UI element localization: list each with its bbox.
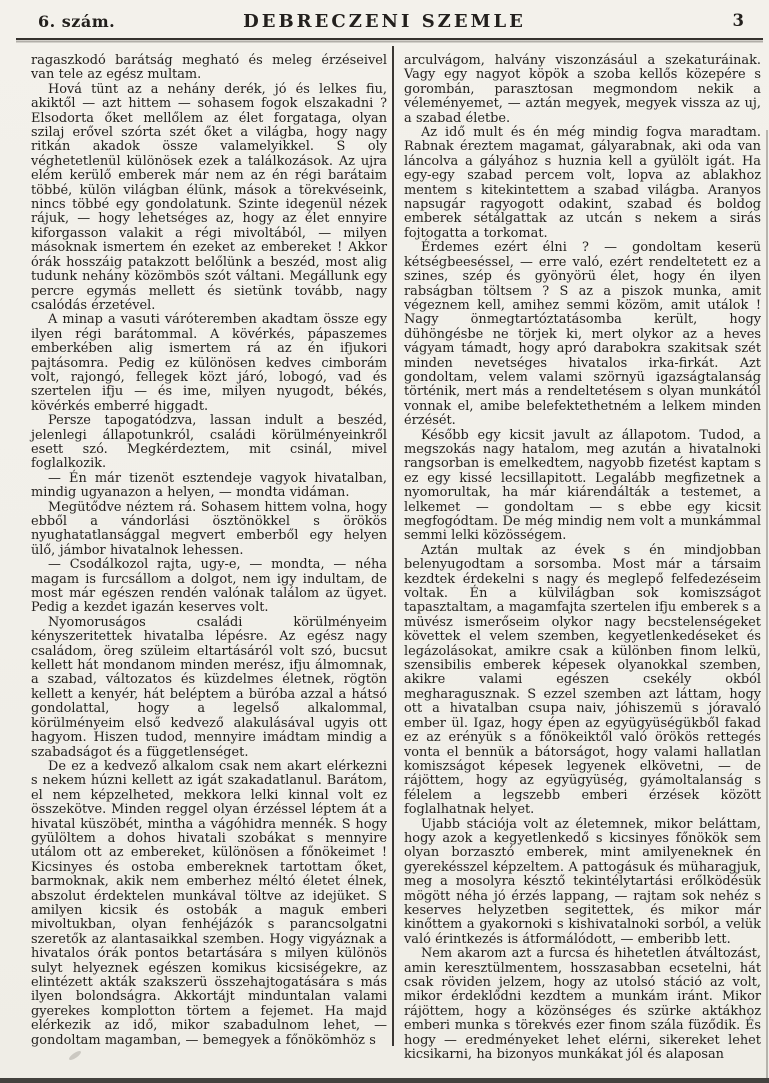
paragraph: Hová tünt az a nehány derék, jó és lelkes fiu, akiktől — azt hittem — sohasem fogok elszakadni ? Elsodorta őket mellőlem az élet forgataga, olyan szilaj erővel szórta szét őket a világba, hogy nagy ritkán akadok össze valamelyikkel. S oly véghetetlenül különösek ezek a találkozások. Az ujra elém kerülő emberek már nem az én régi barátaim többé, külön világban élünk, mások a törekvéseink, nincs többé egy gondolatunk. Szinte idegenül nézek rájuk, — hogy lehetséges az, hogy az élet ennyire kiforgasson valakit a régi mivoltából, — milyen másoknak ismertem én ezeket az embereket ! Akkor órák hosszáig patakzott belőlünk a beszéd, most alig tudunk nehány közömbös szót váltani. Megállunk egy percre egymás mellett és sietünk tovább, nagy csalódás érzetével.: [31, 81, 387, 313]
paragraph: A minap a vasuti váróteremben akadtam össze egy ilyen régi barátommal. A kövérkés, pápaszemes emberkében alig ismertem rá az én ifjukori pajtásomra. Pedig ez különösen kedves cimborám volt, rajongó, fellegek közt járó, lobogó, vad és szertelen ifju — és ime, milyen nyugodt, békés, kövérkés emberré higgadt.: [31, 312, 387, 414]
paragraph: — Én már tizenöt esztendeje vagyok hivatalban, mindig ugyanazon a helyen, — mondta vidáman.: [31, 470, 387, 501]
text-column-right: [404, 54, 761, 1062]
paragraph: Megütődve néztem rá. Sohasem hittem volna, hogy ebből a vándorlási ösztönökkel s örökös nyughatatlansággal megvert emberből egy helyen ülő, jámbor hivatalnok lehessen.: [31, 499, 387, 558]
column-divider-rule: [392, 46, 394, 1046]
paragraph: Persze tapogatódzva, lassan indult a beszéd, jelenlegi állapotunkról, családi körülményeinkről esett szó. Megkérdeztem, mit csinál, mivel foglalkozik.: [31, 413, 387, 472]
paragraph: Érdemes ezért élni ? — gondoltam keserü kétségbeeséssel, — erre való, ezért rendeltetett ez a szines, szép és gyönyörü élet, hogy én ilyen rabságban töltsem ? S az a piszok munka, amit végeznem kell, amihez semmi közöm, amit utálok ! Nagy önmegtartóztatásomba került, hogy dühöngésbe ne törjek ki, mert olykor az a heves vágyam támadt, hogy apró darabokra szakitsak szét minden nevetséges hivatalos irka-firkát. Azt gondoltam, velem valami szörnyü igazságtalanság történik, mert más a rendeltetésem s olyan munkától vonnak el, amibe belefektethetném a lelkem minden érzését.: [404, 240, 761, 429]
paragraph: Ujabb stációja volt az életemnek, mikor beláttam, hogy azok a kegyetlenkedő s kicsinyes főnökök sem olyan borzasztó emberek, mint amilyeneknek én gyerekésszel képzeltem. A pattogásuk és müharagjuk, meg a mosolyra késztő tekintélytartási erőlködésük mögött néha jó érzés lappang, — rajtam sok nehéz s keserves helyzetben segitettek, és mikor már kinőttem a gyakornoki s kishivatalnoki sorból, a velük való érintkezés is átformálódott, — emberibb lett.: [404, 816, 761, 947]
header-rule: [16, 38, 763, 40]
paragraph: Később egy kicsit javult az állapotom. Tudod, a megszokás nagy hatalom, meg azután a hivatalnoki rangsorban is emelkedtem, nagyobb fizetést kaptam s ez egy kissé lecsillapitott. Legalább megfizetnek a nyomorultak, ha már kiárendálták a testemet, a lelkemet — gondoltam — s ebbe egy kicsit megfogódtam. De még mindig nem volt a munkámmal semmi lelki közösségem.: [404, 427, 761, 544]
scan-edge-right: [766, 130, 768, 1078]
paragraph: Az idő mult és én még mindig fogva maradtam. Rabnak éreztem magamat, gályarabnak, aki oda van láncolva a gályához s huznia kell a gyülölt igát. Ha egy-egy szabad percem volt, lopva az ablakhoz mentem s kitekintettem a szabad világba. Aranyos napsugár ragyogott odakint, szabad és boldog emberek sétálgattak az utcán s nekem a sirás fojtogatta a torkomat.: [404, 125, 761, 241]
paragraph: Aztán multak az évek s én mindjobban belenyugodtam a sorsomba. Most már a társaim kezdtek érdekelni s nagy és meglepő felfedezéseim voltak. Én a külvilágban sok komiszságot tapasztaltam, a magamfajta szertelen ifju emberek s a müvész ismerőseim olykor nagy becstelenségeket követtek el velem szemben, kegyetlenkedéseket és legázolásokat, amikre csak a különben finom lelkü, szensibilis emberek képesek olyanokkal szemben, akikre valami egészen csekély okból megharagusznak. S ezzel szemben azt láttam, hogy ott a hivatalban csupa naiv, jóhiszemü s jóravaló ember ül. Igaz, hogy épen az együgyüségükből fakad ez az erényük s a főnökeiktől való örökös rettegés vonta el bennük a bátorságot, hogy valami hallatlan komiszságot képesek legyenek elkövetni, — de rájöttem, hogy az együgyüség, gyámoltalanság s félelem a legszebb emberi érzések között foglalhatnak helyet.: [404, 542, 761, 818]
paragraph: — Csodálkozol rajta, ugy-e, — mondta, — néha magam is furcsállom a dolgot, nem igy indultam, de most már egészen rendén valónak találom az ügyet. Pedig a kezdet igazán keserves volt.: [31, 557, 387, 616]
paragraph: Nem akarom azt a furcsa és hihetetlen átváltozást, amin keresztülmentem, hosszasabban ecsetelni, hát csak röviden jelzem, hogy az utolsó stáció az volt, mikor érdeklődni kezdtem a munkám iránt. Mikor rájöttem, hogy a közönséges és szürke aktákhoz emberi munka s törekvés ezer finom szála füződik. És hogy — eredményeket lehet elérni, sikereket lehet kicsikarni, ha bizonyos munkákat jól és alaposan: [404, 946, 761, 1063]
issue-number-label: 6. szám.: [38, 12, 116, 31]
text-column-left: [31, 54, 387, 1048]
scan-edge-bottom: [0, 1078, 769, 1083]
masthead-title: DEBRECZENI SZEMLE: [243, 11, 526, 32]
paragraph: De ez a kedvező alkalom csak nem akart elérkezni s nekem húzni kellett az igát szakadatlanul. Barátom, el nem képzelheted, mekkora lelki kinnal volt ez összekötve. Minden reggel olyan érzéssel léptem át a hivatal küszöbét, mintha a vágóhidra mennék. S hogy gyülöltem a dohos hivatali szobákat s mennyire utálom ott az embereket, különösen a főnökeimet ! Kicsinyes és ostoba embereknek tartottam őket, barmoknak, akik nem emberhez méltó életet élnek, abszolut érdektelen munkával töltve az idejüket. S amilyen kicsik és ostobák a maguk emberi mivoltukban, olyan fenhéjázók s parancsolgatni szeretők az alantasaikkal szemben. Hogy vigyáznak a hivatalos órák pontos betartására s milyen különös sulyt helyeznek egészen komikus kicsiségekre, az elintézett akták szakszerü összehajtogatására s más ilyen bolondságra. Akkortájt minduntalan valami gyerekes komplotton törtem a fejemet. Ha majd elérkezik az idő, mikor szabadulnom lehet, — gondoltam magamban, — bemegyek a főnökömhöz s: [31, 758, 387, 1048]
paragraph: Nyomoruságos családi körülményeim kényszeritettek hivatalba lépésre. Az egész nagy családom, öreg szüleim eltartásáról volt szó, bucsut kellett hát mondanom minden merész, ifju álmomnak, a szabad, változatos és küzdelmes életnek, rögtön kellett a kenyér, hát beléptem a büróba azzal a hátsó gondolattal, hogy a legelső alkalommal, körülményeim első kedvező alakulásával ugyis ott hagyom. Hiszen tudod, mennyire imádtam mindig a szabadságot és a függetlenséget.: [31, 614, 387, 760]
paragraph: ragaszkodó barátság megható és meleg érzéseivel van tele az egész multam.: [31, 53, 387, 83]
page-number: 3: [732, 11, 744, 30]
paragraph: arculvágom, halvány viszonzásául a szekaturáinak. Vagy egy nagyot köpök a szoba kellős közepére s gorombán, parasztosan megmondom nekik a véleményemet, — aztán megyek, megyek vissza az uj, a szabad életbe.: [404, 53, 761, 126]
scan-smudge: [68, 1049, 82, 1061]
